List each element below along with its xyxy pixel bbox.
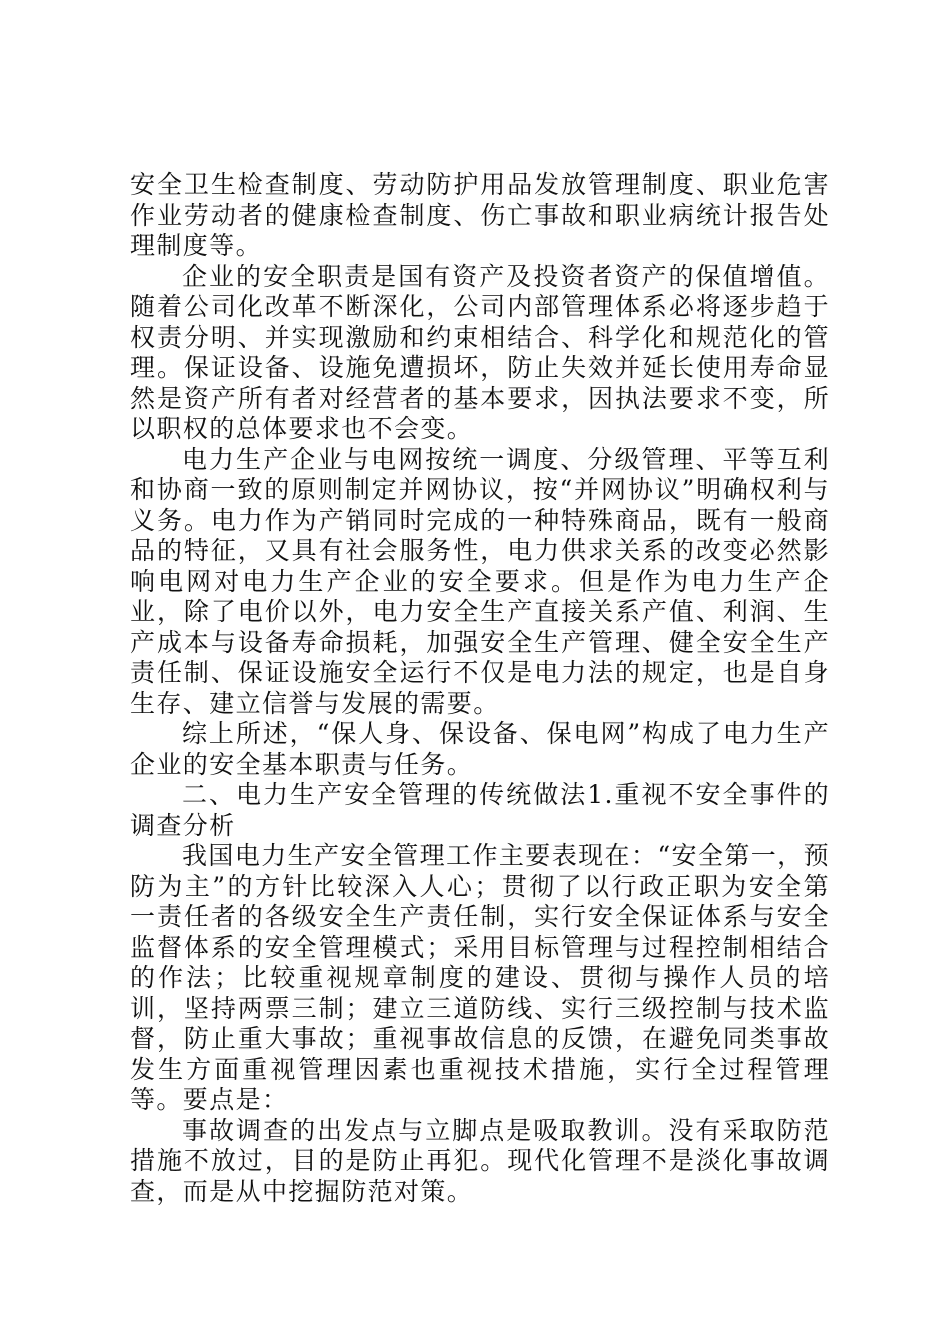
paragraph-1: 安全卫生检查制度、劳动防护用品发放管理制度、职业危害作业劳动者的健康检查制度、伤亡事故和职业病统计报告处理制度等。: [130, 170, 830, 260]
paragraph-2: 企业的安全职责是国有资产及投资者资产的保值增值。随着公司化改革不断深化，公司内部管理体系必将逐步趋于权责分明、并实现激励和约束相结合、科学化和规范化的管理。保证设备、设施免遭损坏，防止失效并延长使用寿命显然是资产所有者对经营者的基本要求，因执法要求不变，所以职权的总体要求也不会变。: [130, 261, 830, 443]
paragraph-4: 综上所述，“保人身、保设备、保电网”构成了电力生产企业的安全基本职责与任务。: [130, 719, 830, 779]
paragraph-3: 电力生产企业与电网按统一调度、分级管理、平等互利和协商一致的原则制定并网协议，按“并网协议”明确权利与义务。电力作为产销同时完成的一种特殊商品，既有一般商品的特征，又具有社会服务性，电力供求关系的改变必然影响电网对电力生产企业的安全要求。但是作为电力生产企业，除了电价以外，电力安全生产直接关系产值、利润、生产成本与设备寿命损耗，加强安全生产管理、健全安全生产责任制、保证设施安全运行不仅是电力法的规定，也是自身生存、建立信誉与发展的需要。: [130, 444, 830, 718]
section-heading: 二、电力生产安全管理的传统做法1.重视不安全事件的调查分析: [130, 780, 830, 840]
paragraph-6: 事故调查的出发点与立脚点是吸取教训。没有采取防范措施不放过，目的是防止再犯。现代化管理不是淡化事故调查，而是从中挖掘防范对策。: [130, 1115, 830, 1206]
document-body: [130, 170, 830, 1207]
paragraph-5: 我国电力生产安全管理工作主要表现在：“安全第一，预防为主”的方针比较深入人心；贯彻了以行政正职为安全第一责任者的各级安全生产责任制，实行安全保证体系与安全监督体系的安全管理模式；采用目标管理与过程控制相结合的作法；比较重视规章制度的建设、贯彻与操作人员的培训，坚持两票三制；建立三道防线、实行三级控制与技术监督，防止重大事故；重视事故信息的反馈，在避免同类事故发生方面重视管理因素也重视技术措施，实行全过程管理等。要点是：: [130, 841, 830, 1114]
